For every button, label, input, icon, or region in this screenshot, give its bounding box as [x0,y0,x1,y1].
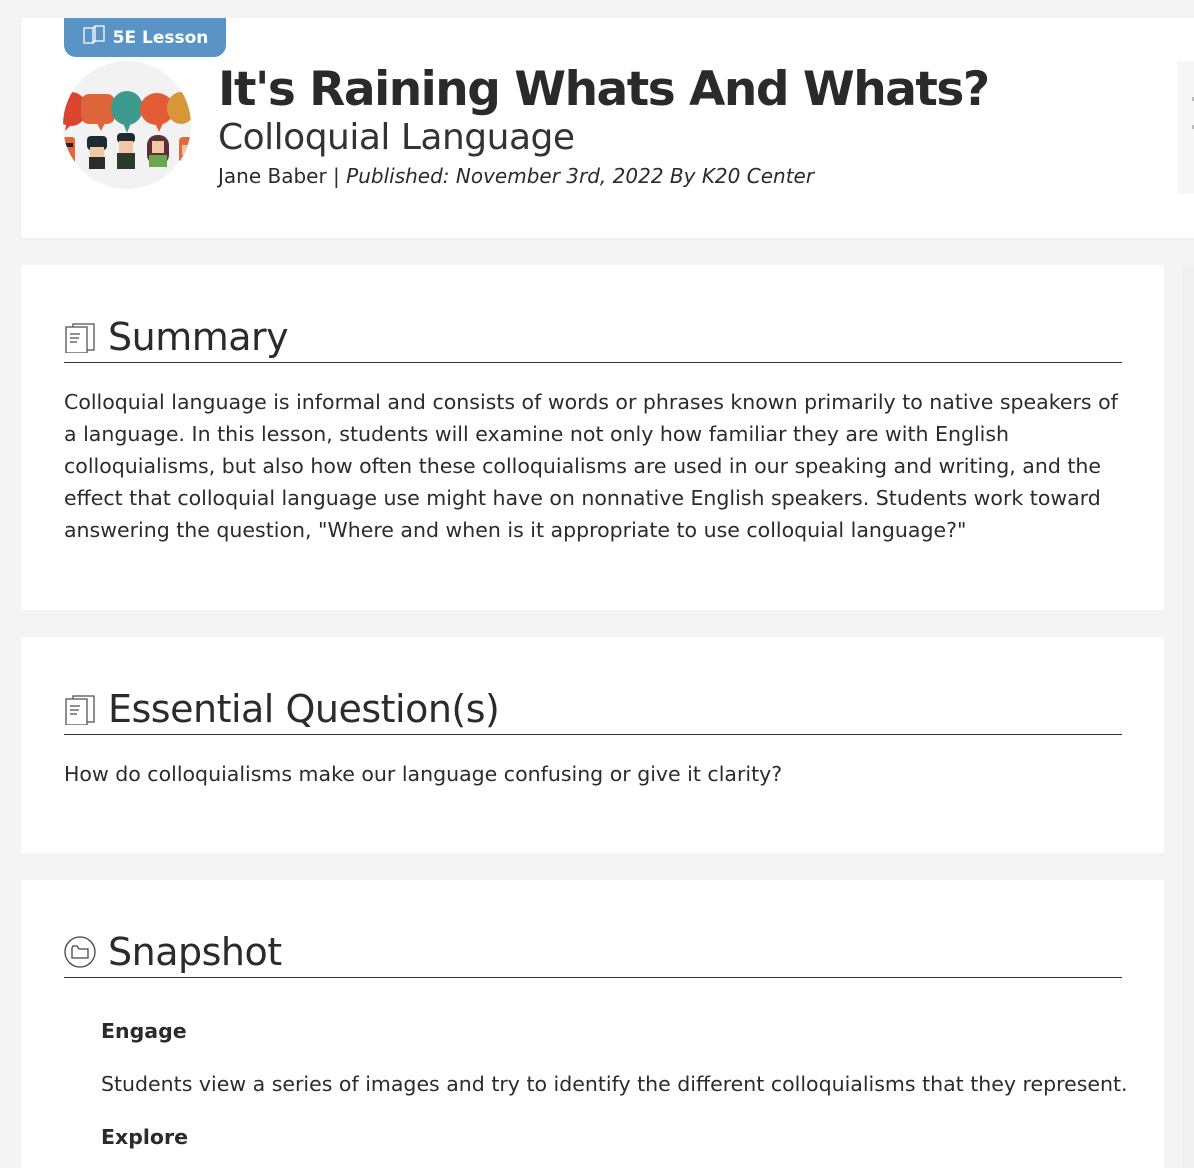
summary-heading [64,311,1122,363]
lesson-title-block [218,62,989,190]
badge-label: 5E Lesson [112,27,209,48]
lesson-type-badge [64,18,226,57]
snapshot-card [21,880,1164,1168]
snapshot-phase-engage: Engage [101,1019,187,1043]
lesson-byline [218,162,989,190]
snapshot-heading [64,926,1122,978]
side-panel-edge [1177,61,1194,194]
summary-heading-label: Summary [108,314,289,359]
essential-questions-heading [64,683,1122,735]
published-info: Published: November 3rd, 2022 By K20 Center [346,164,815,188]
lesson-subtitle: Colloquial Language [218,117,575,158]
document-pages-icon [64,321,96,353]
snapshot-phase-explore: Explore [101,1125,189,1149]
essential-questions-card [21,637,1164,853]
byline-separator: | [326,164,347,188]
lesson-title: It's Raining Whats And Whats? [218,62,989,117]
essential-questions-heading-label: Essential Question(s) [108,686,500,731]
author-name[interactable]: Jane Baber [218,164,327,188]
snapshot-heading-label: Snapshot [108,929,282,974]
book-open-icon [82,25,106,50]
essential-question-text: How do colloquialisms make our language confusing or give it clarity? [64,762,783,786]
side-panel-edge [1182,265,1194,1168]
summary-text: Colloquial language is informal and consists of words or phrases known primarily to native speakers of a language. In this lesson, students will examine not only how familiar they are with English colloquialisms, but also how often these colloquialisms are used in our speaking and writing, and the effect that colloquial language use might have on nonnative English speakers. Students work toward answering the question, "Where and when is it appropriate to use colloquial language?" [64,390,1118,542]
snapshot-engage-description: Students view a series of images and try to identify the different colloquialisms that they represent. [101,1072,1128,1096]
lesson-avatar-image [63,61,191,189]
folder-circle-icon [64,936,96,968]
summary-card [21,265,1164,610]
document-pages-icon [64,693,96,725]
